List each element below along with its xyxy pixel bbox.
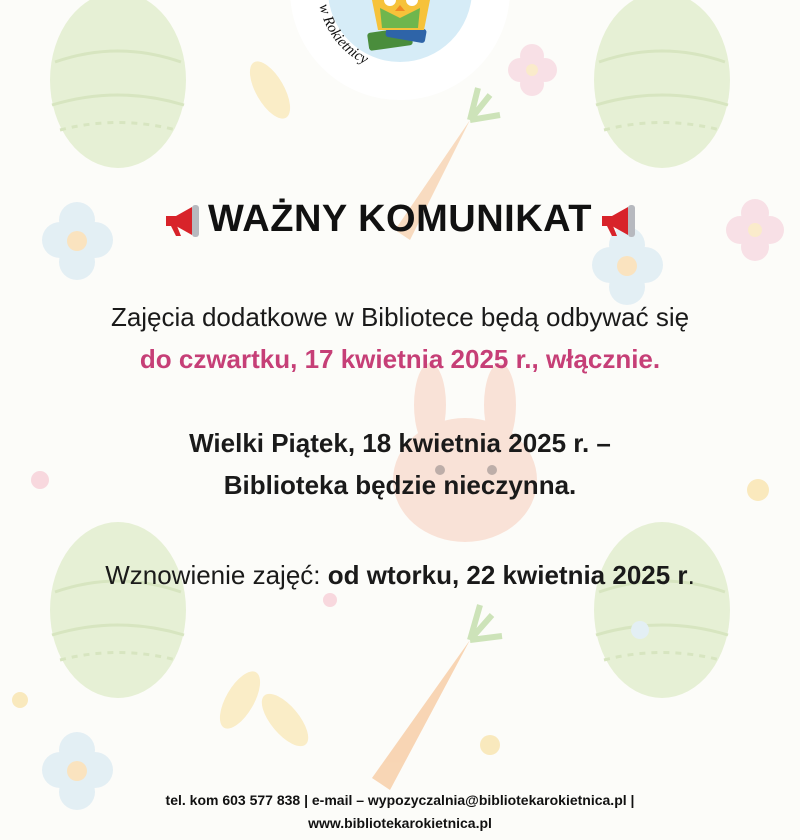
- megaphone-icon: [598, 204, 638, 238]
- good-friday-date: Wielki Piątek, 18 kwietnia 2025 r. –: [189, 428, 611, 458]
- footer-website[interactable]: www.bibliotekarokietnica.pl: [308, 815, 492, 831]
- resumption-notice: [0, 560, 800, 591]
- library-closed-notice: Biblioteka będzie nieczynna.: [223, 470, 577, 500]
- megaphone-icon: [162, 204, 202, 238]
- resumption-period: .: [687, 560, 695, 590]
- logo-arc-text: w Rokietnicy: [315, 2, 371, 68]
- resumption-label: Wznowienie zajęć:: [105, 560, 328, 590]
- announcement-title: [0, 198, 800, 241]
- resumption-date: od wtorku, 22 kwietnia 2025 r: [327, 560, 688, 590]
- classes-end-date: do czwartku, 17 kwietnia 2025 r., włącznie.: [139, 344, 661, 374]
- footer-contact: tel. kom 603 577 838 | e-mail – wypozyczalnia@bibliotekarokietnica.pl |: [165, 792, 635, 808]
- announcement-title-text: WAŻNY KOMUNIKAT: [208, 198, 592, 240]
- classes-info-line: Zajęcia dodatkowe w Bibliotece będą odbywać się: [110, 302, 690, 332]
